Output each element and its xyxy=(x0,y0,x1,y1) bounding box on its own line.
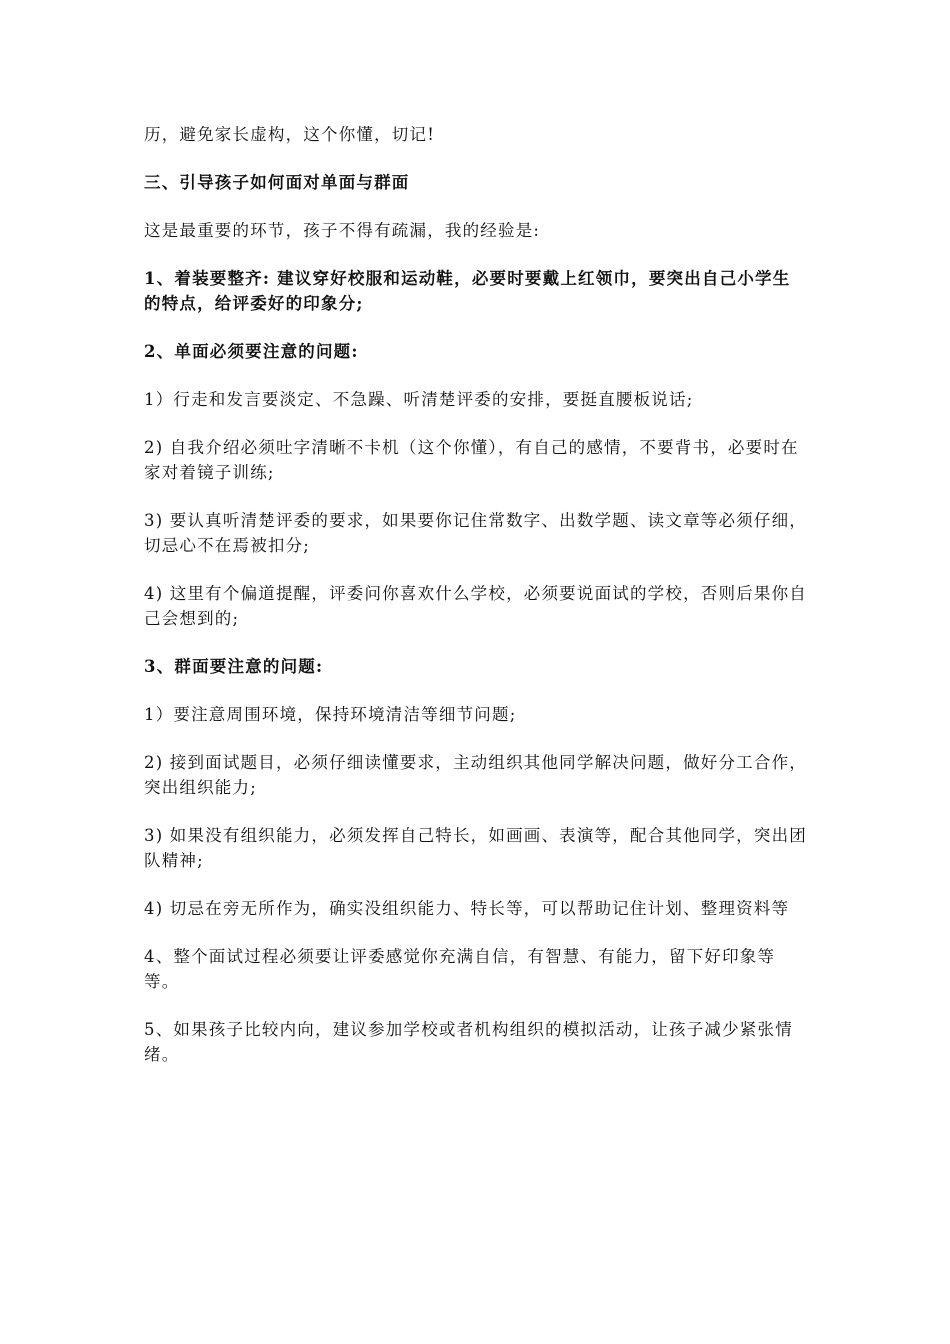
group-interview-item-4: 4) 切忌在旁无所作为，确实没组织能力、特长等，可以帮助记住计划、整理资料等 xyxy=(144,899,790,918)
group-interview-item-2: 2) 接到面试题目，必须仔细读懂要求，主动组织其他同学解决问题，做好分工合作，突出组织能力; xyxy=(144,753,807,797)
single-interview-item-4: 4) 这里有个偏道提醒，评委问你喜欢什么学校，必须要说面试的学校，否则后果你自己会想到的; xyxy=(144,584,807,628)
paragraph-continuation: 历，避免家长虚构，这个你懂，切记! xyxy=(144,125,436,144)
paragraph-intro: 这是最重要的环节，孩子不得有疏漏，我的经验是: xyxy=(144,221,541,240)
point-3-heading-group-interview: 3、群面要注意的问题: xyxy=(144,657,324,676)
single-interview-item-1: 1）行走和发言要淡定、不急躁、听清楚评委的安排，要挺直腰板说话; xyxy=(144,390,694,409)
document-page xyxy=(144,122,808,1090)
point-2-heading-single-interview: 2、单面必须要注意的问题: xyxy=(144,342,359,361)
point-1-dress: 1、着装要整齐: 建议穿好校服和运动鞋，必要时要戴上红领巾，要突出自己小学生的特点，给评委好的印象分; xyxy=(144,269,791,313)
section-heading-interview-guidance: 三、引导孩子如何面对单面与群面 xyxy=(144,173,410,192)
point-5-introverted-child: 5、如果孩子比较内向，建议参加学校或者机构组织的模拟活动，让孩子减少紧张情绪。 xyxy=(144,1020,793,1064)
group-interview-item-3: 3) 如果没有组织能力，必须发挥自己特长，如画画、表演等，配合其他同学，突出团队精神; xyxy=(144,826,807,870)
single-interview-item-2: 2) 自我介绍必须吐字清晰不卡机（这个你懂），有自己的感情，不要背书，必要时在家对着镜子训练; xyxy=(144,438,799,482)
single-interview-item-3: 3) 要认真听清楚评委的要求，如果要你记住常数字、出数学题、读文章等必须仔细，切忌心不在焉被扣分; xyxy=(144,511,807,555)
point-4-confidence: 4、整个面试过程必须要让评委感觉你充满自信，有智慧、有能力，留下好印象等等。 xyxy=(144,947,776,991)
group-interview-item-1: 1）要注意周围环境，保持环境清洁等细节问题; xyxy=(144,705,517,724)
